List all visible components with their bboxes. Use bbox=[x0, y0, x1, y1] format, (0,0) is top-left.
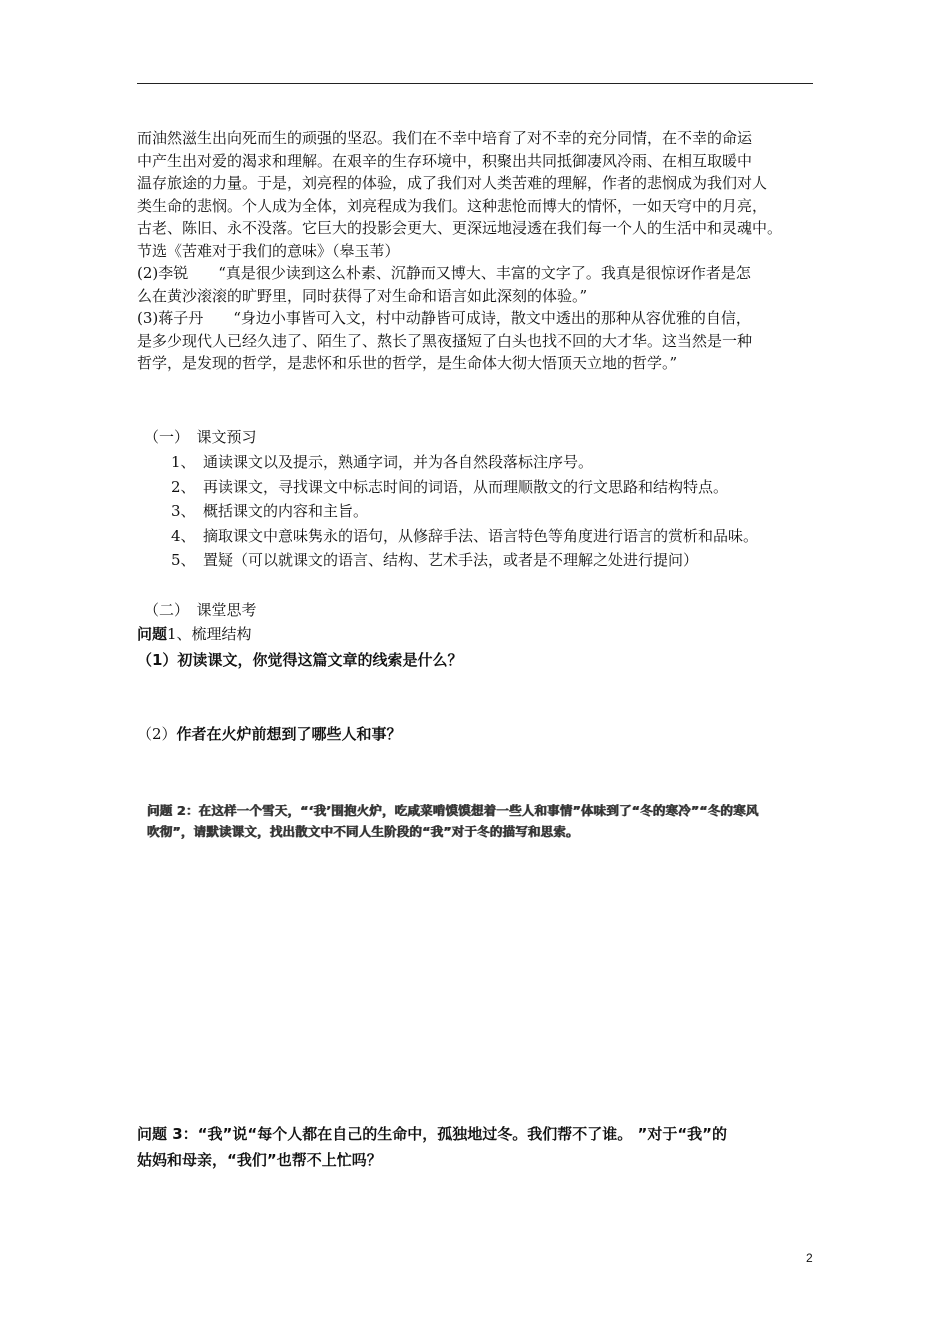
list-item: 2、 再读课文，寻找课文中标志时间的词语，从而理顺散文的行文思路和结构特点。 bbox=[171, 477, 729, 496]
review-jiang-zidan bbox=[137, 307, 817, 375]
review-line: 么在黄沙滚滚的旷野里，同时获得了对生命和语言如此深刻的体验。” bbox=[137, 286, 588, 305]
question-3 bbox=[137, 1121, 817, 1173]
question-1-title bbox=[137, 622, 252, 646]
question-1-prefix: 问题 bbox=[137, 625, 168, 643]
review-line: (3)蒋子丹 “身边小事皆可入文，村中动静皆可成诗，散文中透出的那种从容优雅的自信， bbox=[137, 309, 751, 327]
list-item: 5、 置疑（可以就课文的语言、结构、艺术手法，或者是不理解之处进行提问） bbox=[171, 551, 699, 569]
section-heading-thinking: （二） 课堂思考 bbox=[144, 601, 257, 619]
question-1-sub-2-text: 作者在火炉前想到了哪些人和事？ bbox=[176, 725, 402, 743]
quote-line: 古老、陈旧、永不没落。它巨大的投影会更大、更深远地浸透在我们每一个人的生活中和灵魂中。 bbox=[137, 219, 783, 237]
question-3-line: 姑妈和母亲，“我们”也帮不上忙吗？ bbox=[137, 1151, 382, 1169]
quote-source: 节选《苦难对于我们的意味》（皋玉苇） bbox=[137, 241, 400, 260]
list-item: 1、 通读课文以及提示，熟通字词，并为各自然段落标注序号。 bbox=[171, 453, 594, 471]
question-2-line: 吹彻”，请默读课文，找出散文中不同人生阶段的“我”对于冬的描写和思索。 bbox=[147, 824, 579, 839]
question-2-image-text bbox=[147, 800, 827, 842]
quote-line: 中产生出对爱的渴求和理解。在艰辛的生存环境中，积聚出共同抵御凄风冷雨、在相互取暖中 bbox=[137, 151, 753, 170]
header-rule bbox=[137, 83, 813, 84]
question-1-sub-2-number: （2） bbox=[137, 725, 177, 743]
review-li-rui bbox=[137, 262, 817, 307]
quote-block bbox=[137, 127, 817, 262]
section-heading-preview: （一） 课文预习 bbox=[144, 428, 257, 446]
question-1-sub-1: （1）初读课文，你觉得这篇文章的线索是什么？ bbox=[137, 651, 463, 669]
page-number: 2 bbox=[806, 1251, 813, 1265]
review-line: 是多少现代人已经久违了、陌生了、熬长了黑夜搔短了白头也找不回的大才华。这当然是一种 bbox=[137, 331, 753, 350]
quote-line: 温存旅途的力量。于是，刘亮程的体验，成了我们对人类苦难的理解，作者的悲悯成为我们对人 bbox=[137, 174, 768, 192]
preview-task-list bbox=[171, 450, 811, 573]
list-item: 3、 概括课文的内容和主旨。 bbox=[171, 502, 369, 520]
quote-line: 类生命的悲悯。个人成为全体，刘亮程成为我们。这种悲怆而博大的情怀，一如天穹中的月亮， bbox=[137, 196, 768, 215]
question-1-rest: 1、梳理结构 bbox=[167, 625, 252, 643]
question-3-line: 问题 3：“我”说“每个人都在自己的生命中，孤独地过冬。我们帮不了谁。 ”对于“我”的 bbox=[137, 1125, 728, 1143]
quote-line: 而油然滋生出向死而生的顽强的坚忍。我们在不幸中培育了对不幸的充分同情，在不幸的命运 bbox=[137, 129, 753, 147]
review-line: 哲学，是发现的哲学，是悲怀和乐世的哲学，是生命体大彻大悟顶天立地的哲学。” bbox=[137, 354, 678, 372]
question-2-line: 问题 2：在这样一个雪天，“‘我’围抱火炉，吃咸菜啃馍馍想着一些人和事情”体味到了“冬的寒冷”“冬的寒风 bbox=[147, 803, 759, 818]
review-line: (2)李锐 “真是很少读到这么朴素、沉静而又博大、丰富的文字了。我真是很惊讶作者是怎 bbox=[137, 264, 751, 282]
question-1-sub-2 bbox=[137, 722, 402, 746]
list-item: 4、 摘取课文中意味隽永的语句，从修辞手法、语言特色等角度进行语言的赏析和品味。 bbox=[171, 526, 759, 545]
